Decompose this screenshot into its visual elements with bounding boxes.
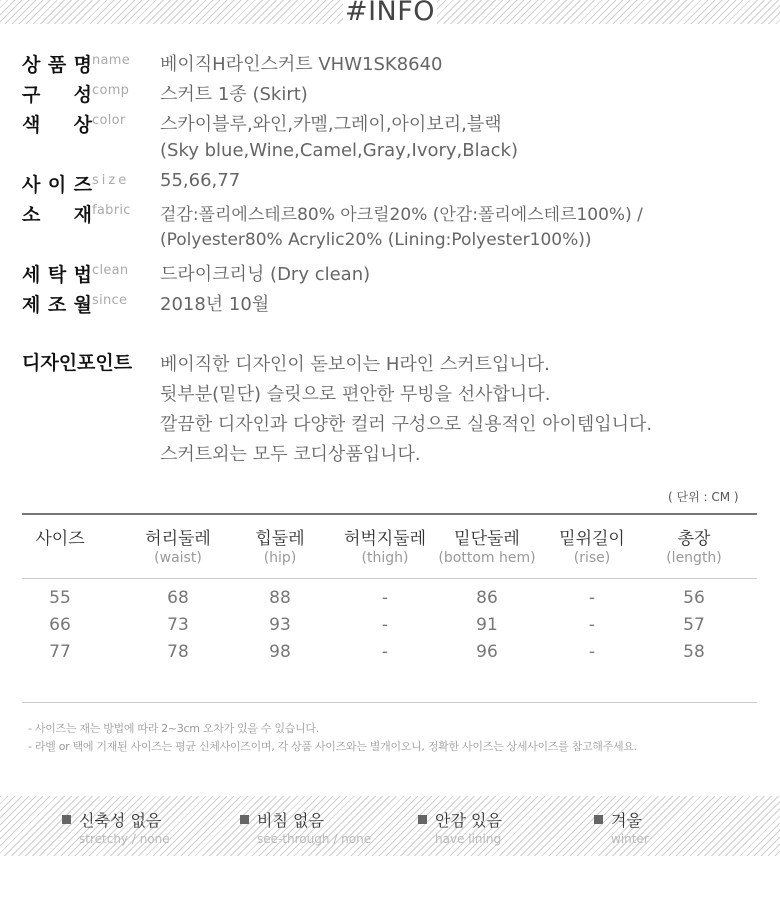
table-cell: 86: [476, 588, 498, 608]
table-header-rise-en: (rise): [573, 550, 611, 566]
table-cell: -: [588, 615, 596, 635]
table-cell: 58: [683, 642, 705, 662]
table-cell: -: [588, 588, 596, 608]
bullet-square-icon: [240, 815, 249, 824]
size-note: - 사이즈는 재는 방법에 따라 2~3cm 오차가 있을 수 있습니다.: [28, 722, 319, 735]
info-label: 사 이 즈: [22, 174, 92, 196]
table-header-size: 사이즈: [35, 529, 85, 549]
design-point-line: 스커트외는 모두 코디상품입니다.: [160, 444, 421, 465]
table-cell: 73: [167, 615, 189, 635]
size-unit-label: ( 단위 : CM ): [668, 490, 739, 504]
info-value: 베이직H라인스커트 VHW1SK8640: [160, 54, 443, 75]
feature-seethrough: 비침 없음 see-through / none: [240, 808, 371, 846]
info-label: 상 품 명: [22, 54, 92, 76]
table-cell: -: [588, 642, 596, 662]
info-label-en: since: [92, 293, 128, 308]
table-cell: 93: [269, 615, 291, 635]
info-value: 드라이크리닝 (Dry clean): [160, 264, 371, 285]
table-header-waist: 허리둘레: [145, 529, 211, 549]
design-point-line: 뒷부분(밑단) 슬릿으로 편안한 무빙을 선사합니다.: [160, 384, 551, 405]
table-bottom-rule: [22, 702, 757, 703]
size-note: - 라벨 or 택에 기재된 사이즈는 평균 신체사이즈이며, 각 상품 사이즈와는 별개이오니, 정확한 사이즈는 상세사이즈를 참고해주세요.: [28, 740, 637, 753]
info-value-line2: (Polyester80% Acrylic20% (Lining:Polyester100%)): [160, 230, 592, 250]
info-label: 색 상: [22, 114, 92, 136]
info-label: 제 조 월: [22, 294, 92, 316]
info-label: 소 재: [22, 204, 92, 226]
info-label-en: name: [92, 53, 131, 68]
table-cell: 66: [49, 615, 71, 635]
info-value-line2: (Sky blue,Wine,Camel,Gray,Ivory,Black): [160, 140, 518, 161]
table-cell: -: [381, 615, 389, 635]
table-cell: 68: [167, 588, 189, 608]
table-header-waist-en: (waist): [154, 550, 202, 566]
info-label-en: color: [92, 113, 126, 128]
table-header-hip-en: (hip): [263, 550, 297, 566]
table-header-hem-en: (bottom hem): [438, 550, 536, 566]
table-top-rule: [22, 513, 757, 515]
table-cell: 96: [476, 642, 498, 662]
info-value: 스카이블루,와인,카멜,그레이,아이보리,블랙: [160, 114, 502, 135]
design-point-line: 깔끔한 디자인과 다양한 컬러 구성으로 실용적인 아이템입니다.: [160, 414, 653, 435]
info-value: 55,66,77: [160, 170, 241, 191]
table-cell: 56: [683, 588, 705, 608]
table-header-thigh: 허벅지둘레: [343, 529, 427, 549]
bullet-square-icon: [418, 815, 427, 824]
table-header-rise: 밑위길이: [559, 529, 625, 549]
bullet-square-icon: [62, 815, 71, 824]
table-header-thigh-en: (thigh): [361, 550, 409, 566]
info-label: 세 탁 법: [22, 264, 92, 286]
table-header-hip: 힙둘레: [255, 529, 305, 549]
table-cell: 55: [49, 588, 71, 608]
feature-season: 겨울 winter: [594, 808, 649, 846]
table-header-hem: 밑단둘레: [454, 529, 520, 549]
table-header-length-en: (length): [666, 550, 722, 566]
table-cell: 91: [476, 615, 498, 635]
info-value: 2018년 10월: [160, 294, 270, 315]
table-cell: -: [381, 642, 389, 662]
info-title: #INFO: [0, 0, 780, 27]
table-header-length: 총장: [677, 529, 711, 549]
table-cell: 77: [49, 642, 71, 662]
info-value: 겉감:폴리에스테르80% 아크릴20% (안감:폴리에스테르100%) /: [160, 205, 643, 225]
design-point-line: 베이직한 디자인이 돋보이는 H라인 스커트입니다.: [160, 354, 550, 375]
bullet-square-icon: [594, 815, 603, 824]
table-cell: 88: [269, 588, 291, 608]
table-header-rule: [22, 578, 757, 579]
features-band: [0, 796, 780, 856]
design-point-title: 디자인포인트: [22, 352, 133, 374]
feature-stretch: 신축성 없음 stretchy / none: [62, 808, 170, 846]
info-label-en: size: [92, 173, 130, 188]
info-value: 스커트 1종 (Skirt): [160, 84, 308, 105]
table-cell: -: [381, 588, 389, 608]
table-cell: 98: [269, 642, 291, 662]
table-cell: 78: [167, 642, 189, 662]
info-label: 구 성: [22, 84, 92, 106]
info-label-en: comp: [92, 83, 130, 98]
info-label-en: clean: [92, 263, 129, 278]
info-label-en: fabric: [92, 203, 131, 218]
table-cell: 57: [683, 615, 705, 635]
feature-lining: 안감 있음 have lining: [418, 808, 502, 846]
